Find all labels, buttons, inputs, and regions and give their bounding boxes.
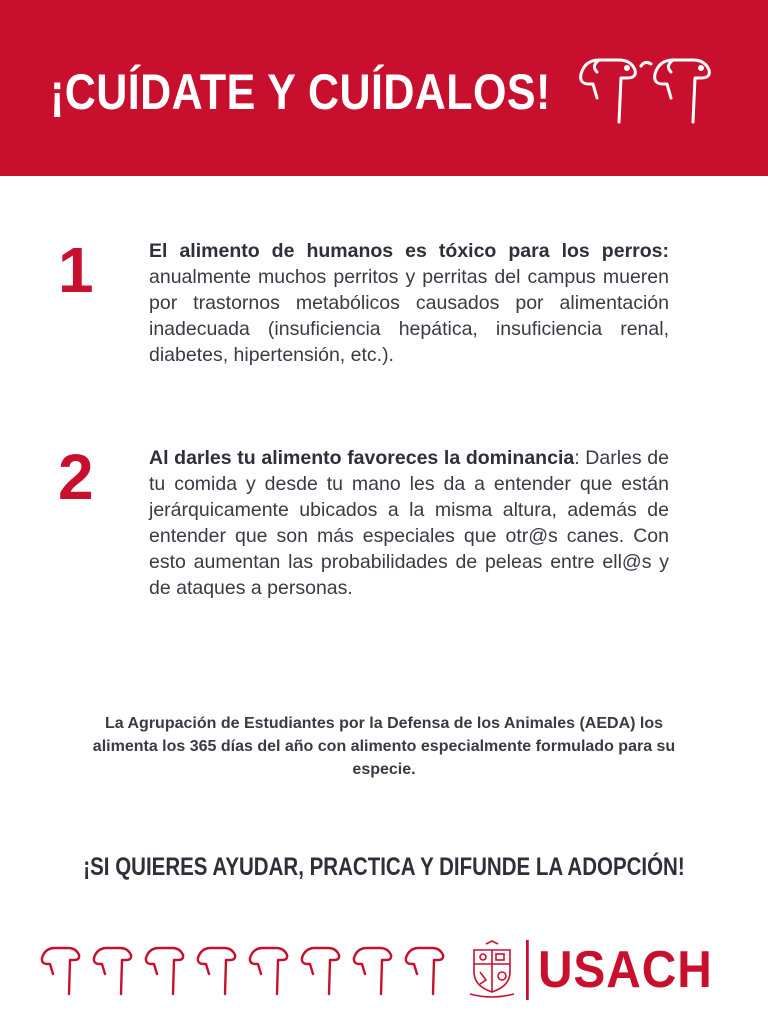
tip-heading: El alimento de humanos es tóxico para los perros: bbox=[149, 240, 669, 262]
tip-text bbox=[149, 238, 669, 368]
tip-number: 1 bbox=[58, 234, 94, 306]
tip-body: : Darles de tu comida y desde tu mano les da a entender que están jerárquicamente ubicados a la misma altura, además de entender que son más especiales que otr@s canes. Con esto aumentan las probabilidades de peleas entre ell@s y de ataques a personas. bbox=[149, 447, 669, 599]
tip-heading: Al darles tu alimento favoreces la dominancia bbox=[149, 447, 575, 469]
dog-heads-row-icon bbox=[38, 944, 448, 1000]
page-title: ¡CUÍDATE Y CUÍDALOS! bbox=[50, 64, 551, 120]
aeda-note: La Agrupación de Estudiantes por la Defensa de los Animales (AEDA) los alimenta los 365 días del año con alimento especialmente formulado para su especie. bbox=[92, 715, 676, 778]
tip-text bbox=[149, 445, 669, 601]
tip-body: anualmente muchos perritos y perritas del campus mueren por trastornos metabólicos causados por alimentación inadecuada (insuficiencia hepática, insuficiencia renal, diabetes, hipertensión, etc.). bbox=[149, 266, 669, 366]
usach-logo: USACH bbox=[526, 940, 713, 1000]
university-crest-icon bbox=[466, 940, 518, 998]
adoption-call-to-action: ¡SI QUIERES AYUDAR, PRACTICA Y DIFUNDE LA ADOPCIÓN! bbox=[83, 853, 685, 881]
header-banner bbox=[0, 0, 768, 176]
tip-number: 2 bbox=[58, 441, 94, 513]
dog-heads-icon bbox=[575, 52, 725, 132]
